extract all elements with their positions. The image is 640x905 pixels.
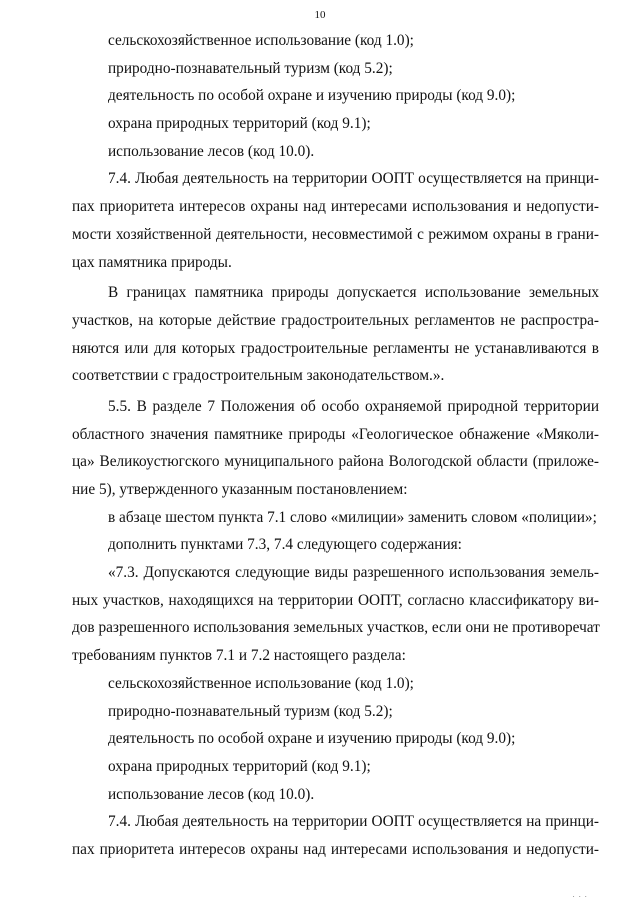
text-line: в абзаце шестом пункта 7.1 слово «милиции» заменить словом «полиции»; xyxy=(108,508,597,526)
text-line: цах памятника природы. xyxy=(72,253,232,271)
text-line: охрана природных территорий (код 9.1); xyxy=(108,115,371,133)
text-line: мости хозяйственной деятельности, несовместимой с режимом охраны в грани- xyxy=(72,225,599,243)
text-line: использование лесов (код 10.0). xyxy=(108,142,315,160)
text-line: природно-познавательный туризм (код 5.2); xyxy=(108,702,393,720)
text-line: деятельность по особой охране и изучению природы (код 9.0); xyxy=(108,87,516,105)
text-line: няются или для которых градостроительные регламенты не устанавливаются в xyxy=(72,339,599,357)
page-number: 10 xyxy=(314,9,326,21)
document-text xyxy=(72,27,599,864)
text-line: природно-познавательный туризм (код 5.2); xyxy=(108,59,393,77)
text-line: сельскохозяйственное использование (код 1.0); xyxy=(108,32,414,49)
text-line: В границах памятника природы допускается использование земельных xyxy=(108,284,599,302)
text-line: ние 5), утвержденного указанным постановлением: xyxy=(72,481,408,498)
text-line: дополнить пунктами 7.3, 7.4 следующего содержания: xyxy=(108,536,462,554)
text-line: ца» Великоустюгского муниципального района Вологодской области (приложе- xyxy=(72,453,599,471)
text-line: охрана природных территорий (код 9.1); xyxy=(108,757,371,775)
corner-mark: · · · xyxy=(572,893,588,901)
text-line: пах приоритета интересов охраны над интересами использования и недопусти- xyxy=(72,840,599,858)
text-line: 7.4. Любая деятельность на территории ООПТ осуществляется на принци- xyxy=(108,170,599,188)
text-line: требованиям пунктов 7.1 и 7.2 настоящего раздела: xyxy=(72,647,406,665)
text-line: деятельность по особой охране и изучению природы (код 9.0); xyxy=(108,730,516,748)
text-line: областного значения памятнике природы «Геологическое обнажение «Мяколи- xyxy=(72,425,599,443)
text-line: соответствии с градостроительным законодательством.». xyxy=(72,367,445,385)
text-line: пах приоритета интересов охраны над интересами использования и недопусти- xyxy=(72,198,599,216)
text-line: 5.5. В разделе 7 Положения об особо охраняемой природной территории xyxy=(108,397,599,415)
text-line: 7.4. Любая деятельность на территории ООПТ осуществляется на принци- xyxy=(108,813,599,831)
text-line: ных участков, находящихся на территории ООПТ, согласно классификатору ви- xyxy=(72,591,599,609)
text-line: «7.3. Допускаются следующие виды разрешенного использования земель- xyxy=(108,564,599,582)
text-line: дов разрешенного использования земельных участков, если они не противоречат xyxy=(72,619,600,637)
text-line: использование лесов (код 10.0). xyxy=(108,785,315,803)
text-line: сельскохозяйственное использование (код 1.0); xyxy=(108,674,414,692)
text-line: участков, на которые действие градостроительных регламентов не распростра- xyxy=(72,311,599,329)
